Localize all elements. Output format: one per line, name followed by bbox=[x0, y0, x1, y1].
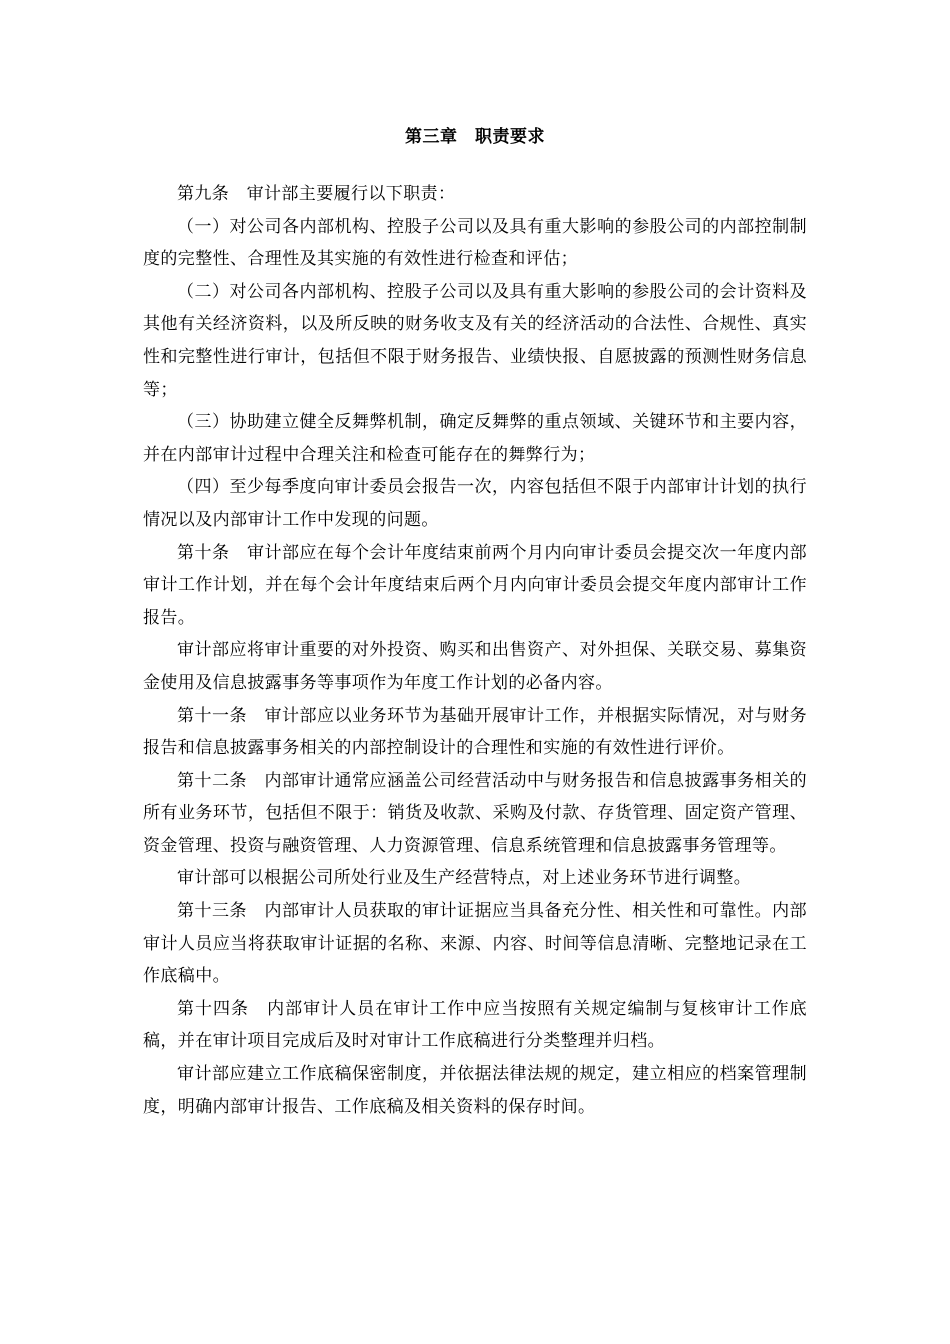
article-9-item-4: （四）至少每季度向审计委员会报告一次，内容包括但不限于内部审计计划的执行情况以及内部审计工作中发现的问题。 bbox=[143, 477, 807, 530]
article-14-supplement: 审计部应建立工作底稿保密制度，并依据法律法规的规定，建立相应的档案管理制度，明确内部审计报告、工作底稿及相关资料的保存时间。 bbox=[143, 1064, 807, 1117]
article-10-supplement: 审计部应将审计重要的对外投资、购买和出售资产、对外担保、关联交易、募集资金使用及信息披露事务等事项作为年度工作计划的必备内容。 bbox=[143, 640, 807, 693]
chapter-title: 第三章 职责要求 bbox=[405, 127, 545, 147]
article-13: 第十三条 内部审计人员获取的审计证据应当具备充分性、相关性和可靠性。内部审计人员应当将获取审计证据的名称、来源、内容、时间等信息清晰、完整地记录在工作底稿中。 bbox=[143, 901, 807, 987]
article-9-item-3: （三）协助建立健全反舞弊机制，确定反舞弊的重点领域、关键环节和主要内容，并在内部审计过程中合理关注和检查可能存在的舞弊行为； bbox=[143, 412, 807, 465]
article-9-item-1: （一）对公司各内部机构、控股子公司以及具有重大影响的参股公司的内部控制制度的完整性、合理性及其实施的有效性进行检查和评估； bbox=[143, 216, 807, 270]
article-12-supplement: 审计部可以根据公司所处行业及生产经营特点，对上述业务环节进行调整。 bbox=[177, 868, 752, 889]
article-14: 第十四条 内部审计人员在审计工作中应当按照有关规定编制与复核审计工作底稿，并在审计项目完成后及时对审计工作底稿进行分类整理并归档。 bbox=[143, 998, 807, 1052]
article-11: 第十一条 审计部应以业务环节为基础开展审计工作，并根据实际情况，对与财务报告和信息披露事务相关的内部控制设计的合理性和实施的有效性进行评价。 bbox=[143, 705, 807, 759]
article-9-intro: 第九条 审计部主要履行以下职责： bbox=[177, 184, 456, 204]
article-9-item-2: （二）对公司各内部机构、控股子公司以及具有重大影响的参股公司的会计资料及其他有关经济资料，以及所反映的财务收支及有关的经济活动的合法性、合规性、真实性和完整性进行审计，包括但不限于财务报告、业绩快报、自愿披露的预测性财务信息等； bbox=[143, 281, 807, 400]
article-10: 第十条 审计部应在每个会计年度结束前两个月内向审计委员会提交次一年度内部审计工作计划，并在每个会计年度结束后两个月内向审计委员会提交年度内部审计工作报告。 bbox=[143, 542, 807, 628]
document-body bbox=[143, 178, 807, 1123]
article-12: 第十二条 内部审计通常应涵盖公司经营活动中与财务报告和信息披露事务相关的所有业务环节，包括但不限于：销货及收款、采购及付款、存货管理、固定资产管理、资金管理、投资与融资管理、人力资源管理、信息系统管理和信息披露事务管理等。 bbox=[143, 770, 807, 856]
